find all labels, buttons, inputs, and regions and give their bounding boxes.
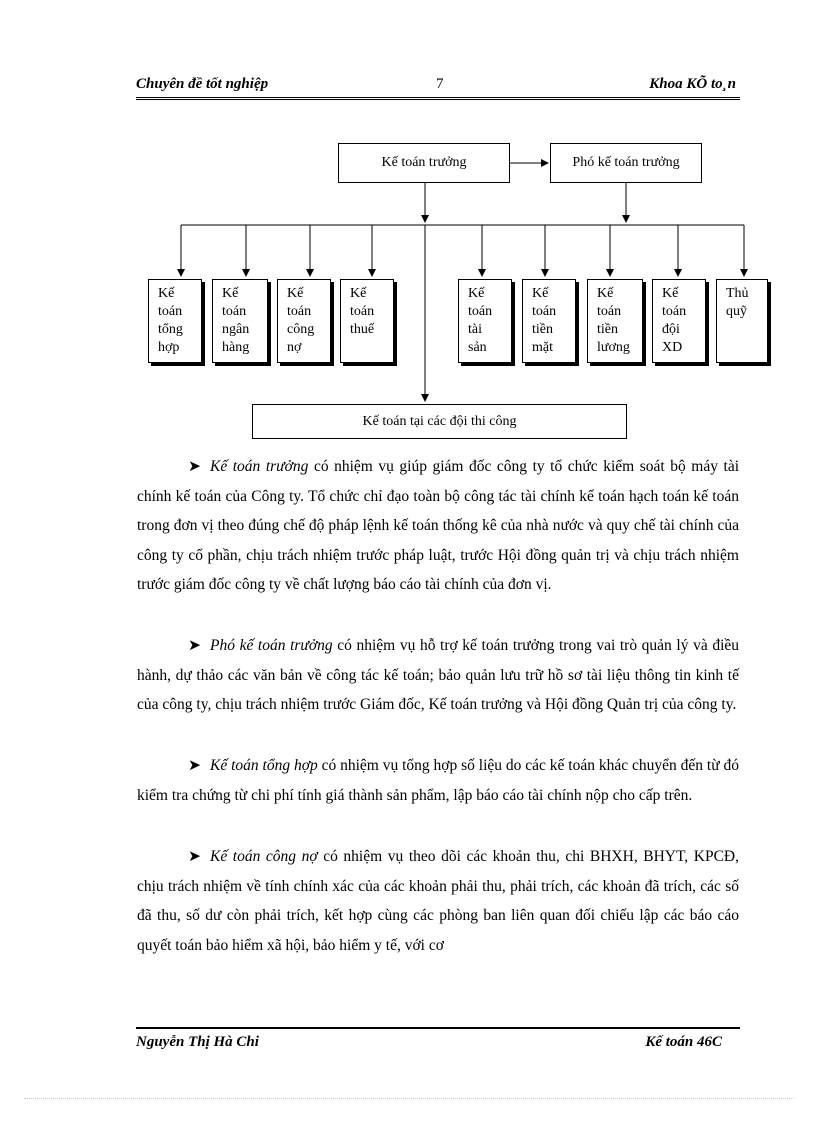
paragraph-first-line: có nhiệm vụ theo dõi các khoản thu, chi BHXH, BHYT, bbox=[317, 848, 689, 865]
chief-accountant-box bbox=[338, 143, 510, 183]
header-faculty: Khoa KÕ to¸n bbox=[649, 76, 736, 92]
org-chart-connectors bbox=[0, 0, 816, 460]
paragraph-body: KPCĐ, chịu trách nhiệm về tính chính xác của các khoản phải thu, phải trích, các khoản đã trích, các số đã thu, số dư còn phải trích, kết hợp cùng các phòng ban liên quan đối chiếu lập các báo cáo quyết toán bảo hiểm xã hội, bảo hiểm y tế, với cơ bbox=[137, 848, 739, 954]
page-edge-divider bbox=[24, 1098, 794, 1099]
paragraph-debt-accounting bbox=[137, 842, 739, 960]
bullet-arrow-icon: ➤ bbox=[188, 458, 201, 475]
treasurer-label: Thủ quỹ bbox=[726, 286, 749, 319]
bank-accounting-label: Kế toán ngân hàng bbox=[222, 286, 250, 355]
term: Kế toán tổng hợp bbox=[210, 757, 318, 774]
debt-accounting-box bbox=[277, 279, 331, 363]
site-team-accounting-label: Kế toán tại các đội thi công bbox=[362, 413, 517, 429]
page-footer bbox=[136, 1027, 740, 1057]
deputy-chief-accountant-label: Phó kế toán trưởng bbox=[572, 155, 680, 170]
cash-accounting-box bbox=[522, 279, 576, 363]
treasurer-box bbox=[716, 279, 768, 363]
paragraph-first-line: có nhiệm vụ giúp giám đốc công ty tổ chức kiểm soát bộ bbox=[308, 458, 686, 475]
bullet-arrow-icon: ➤ bbox=[188, 637, 201, 654]
tax-accounting-label: Kế toán thuế bbox=[350, 286, 375, 337]
tax-accounting-box bbox=[340, 279, 394, 363]
paragraph-first-line: có nhiệm vụ hỗ trợ kế toán trưởng trong vai trò quản bbox=[332, 637, 672, 654]
debt-accounting-label: Kế toán công nợ bbox=[287, 286, 315, 355]
bullet-arrow-icon: ➤ bbox=[188, 757, 201, 774]
cash-accounting-label: Kế toán tiền mặt bbox=[532, 286, 557, 355]
construction-team-accounting-box bbox=[652, 279, 706, 363]
footer-class: Kế toán 46C bbox=[645, 1034, 722, 1050]
paragraph-body: chuyển đến từ đó kiểm tra chứng từ chi phí tính giá thành sản phẩm, lập báo cáo tài chính nộp cho cấp trên. bbox=[137, 757, 739, 804]
general-accounting-label: Kế toán tổng hợp bbox=[158, 286, 183, 355]
paragraph-general-accounting bbox=[137, 751, 739, 810]
paragraph-deputy-chief bbox=[137, 631, 739, 720]
paragraph-first-line: có nhiệm vụ tổng hợp số liệu do các kế toán khác bbox=[317, 757, 629, 774]
general-accounting-box bbox=[148, 279, 202, 363]
site-team-accounting-box bbox=[252, 404, 627, 439]
deputy-chief-accountant-box bbox=[550, 143, 702, 183]
term: Phó kế toán trưởng bbox=[210, 637, 333, 654]
page-number: 7 bbox=[436, 76, 444, 92]
term: Kế toán công nợ bbox=[210, 848, 318, 865]
construction-team-accounting-label: Kế toán đội XD bbox=[662, 286, 687, 355]
header-doc-title: Chuyên đề tốt nghiệp bbox=[136, 76, 269, 92]
paragraph-body: lý và điều hành, dự thảo các văn bản về công tác kế toán; bảo quản lưu trữ hồ sơ tài liệu thông tin kinh tế của công ty, chịu trách nhiệm trước Giám đốc, Kế toán trưởng và Hội đồng Quản trị của công ty. bbox=[137, 637, 739, 713]
term: Kế toán trưởng bbox=[210, 458, 309, 475]
chief-accountant-label: Kế toán trưởng bbox=[381, 155, 467, 170]
footer-author: Nguyễn Thị Hà Chi bbox=[136, 1034, 259, 1050]
paragraph-chief-accountant bbox=[137, 452, 739, 600]
paragraph-body: máy tài chính kế toán của Công ty. Tổ chức chỉ đạo toàn bộ công tác tài chính kế toán hạch toán kế toán trong đơn vị theo đúng chế độ pháp lệnh kế toán thống kê của nhà nước và quy chế tài chính của công ty cổ phần, chịu trách nhiệm trước pháp luật, trước Hội đồng quản trị và chịu trách nhiệm trước giám đốc công ty về chất lượng báo cáo tài chính của đơn vị. bbox=[137, 458, 740, 593]
bullet-arrow-icon: ➤ bbox=[188, 848, 201, 865]
asset-accounting-box bbox=[458, 279, 512, 363]
asset-accounting-label: Kế toán tài sản bbox=[468, 286, 493, 355]
bank-accounting-box bbox=[212, 279, 268, 363]
payroll-accounting-box bbox=[587, 279, 643, 363]
payroll-accounting-label: Kế toán tiền lương bbox=[597, 286, 630, 355]
